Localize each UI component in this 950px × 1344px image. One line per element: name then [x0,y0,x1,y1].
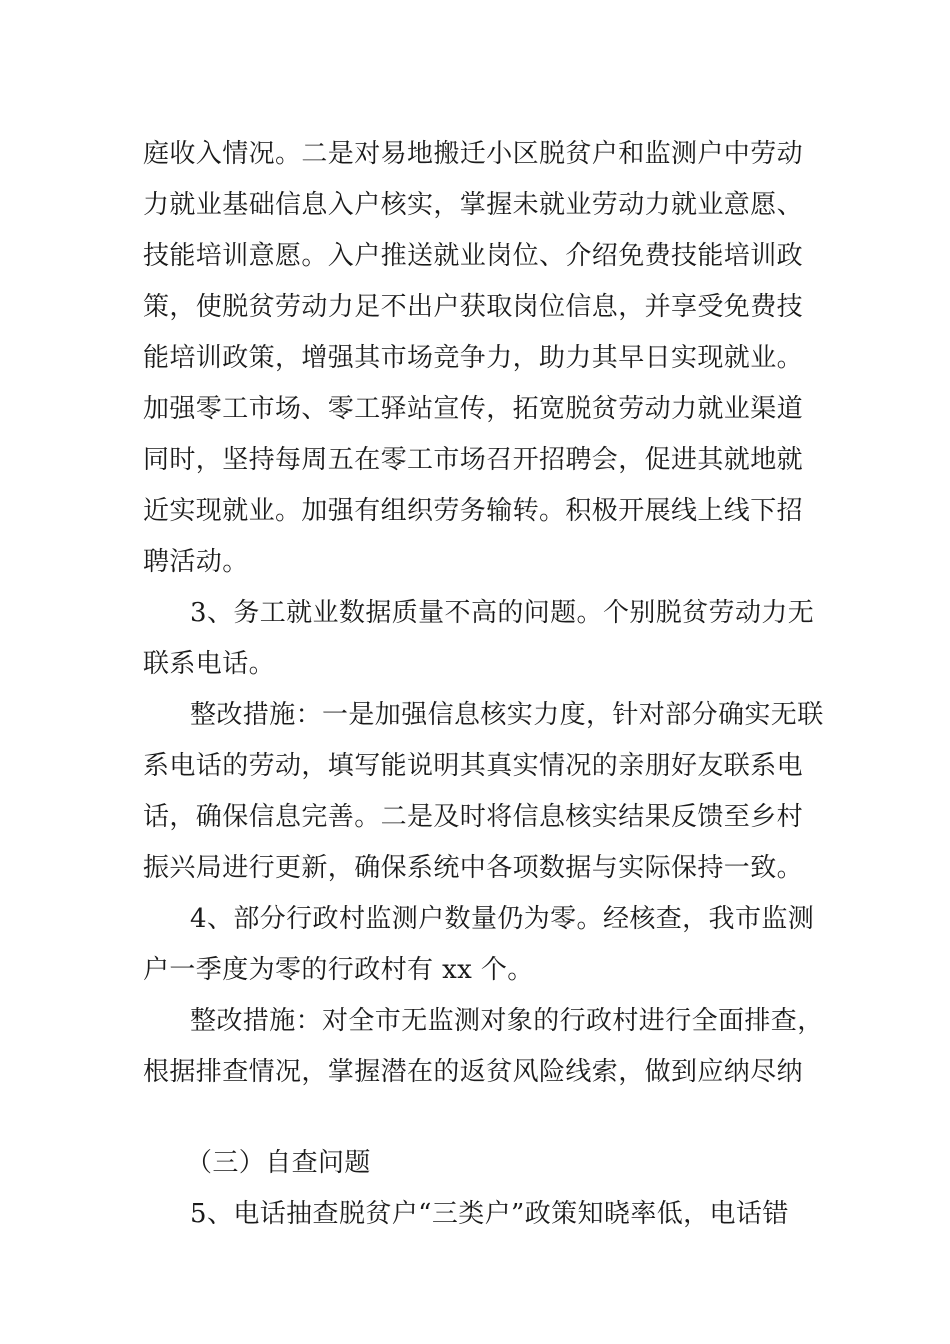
paragraph-line: 话，确保信息完善。二是及时将信息核实结果反馈至乡村 [143,802,804,832]
paragraph-line: 系电话的劳动，填写能说明其真实情况的亲朋好友联系电 [143,751,804,781]
paragraph-line: 户一季度为零的行政村有 xx 个。 [143,955,534,985]
paragraph-line: 整改措施：一是加强信息核实力度，针对部分确实无联 [190,700,824,730]
paragraph-line: 力就业基础信息入户核实，掌握未就业劳动力就业意愿、 [143,190,804,220]
paragraph-line: 庭收入情况。二是对易地搬迁小区脱贫户和监测户中劳动 [143,139,804,169]
section-heading: （三）自查问题 [186,1148,371,1178]
paragraph-line: 根据排查情况，掌握潜在的返贫风险线索，做到应纳尽纳 [143,1057,804,1087]
paragraph-line: 聘活动。 [143,547,249,577]
paragraph-line: 整改措施：对全市无监测对象的行政村进行全面排查， [190,1006,824,1036]
paragraph-line: 策，使脱贫劳动力足不出户获取岗位信息，并享受免费技 [143,292,804,322]
paragraph-line: 3、务工就业数据质量不高的问题。个别脱贫劳动力无 [190,598,815,628]
paragraph-line: 能培训政策，增强其市场竞争力，助力其早日实现就业。 [143,343,804,373]
paragraph-line: 联系电话。 [143,649,276,679]
paragraph-line: 同时，坚持每周五在零工市场召开招聘会，促进其就地就 [143,445,804,475]
paragraph-line: 振兴局进行更新，确保系统中各项数据与实际保持一致。 [143,853,804,883]
paragraph-line: 近实现就业。加强有组织劳务输转。积极开展线上线下招 [143,496,804,526]
paragraph-line: 5、电话抽查脱贫户“三类户”政策知晓率低，电话错 [190,1199,789,1229]
paragraph-line: 技能培训意愿。入户推送就业岗位、介绍免费技能培训政 [143,241,804,271]
paragraph-line: 加强零工市场、零工驿站宣传，拓宽脱贫劳动力就业渠道 [143,394,804,424]
paragraph-line: 4、部分行政村监测户数量仍为零。经核查，我市监测 [190,904,815,934]
